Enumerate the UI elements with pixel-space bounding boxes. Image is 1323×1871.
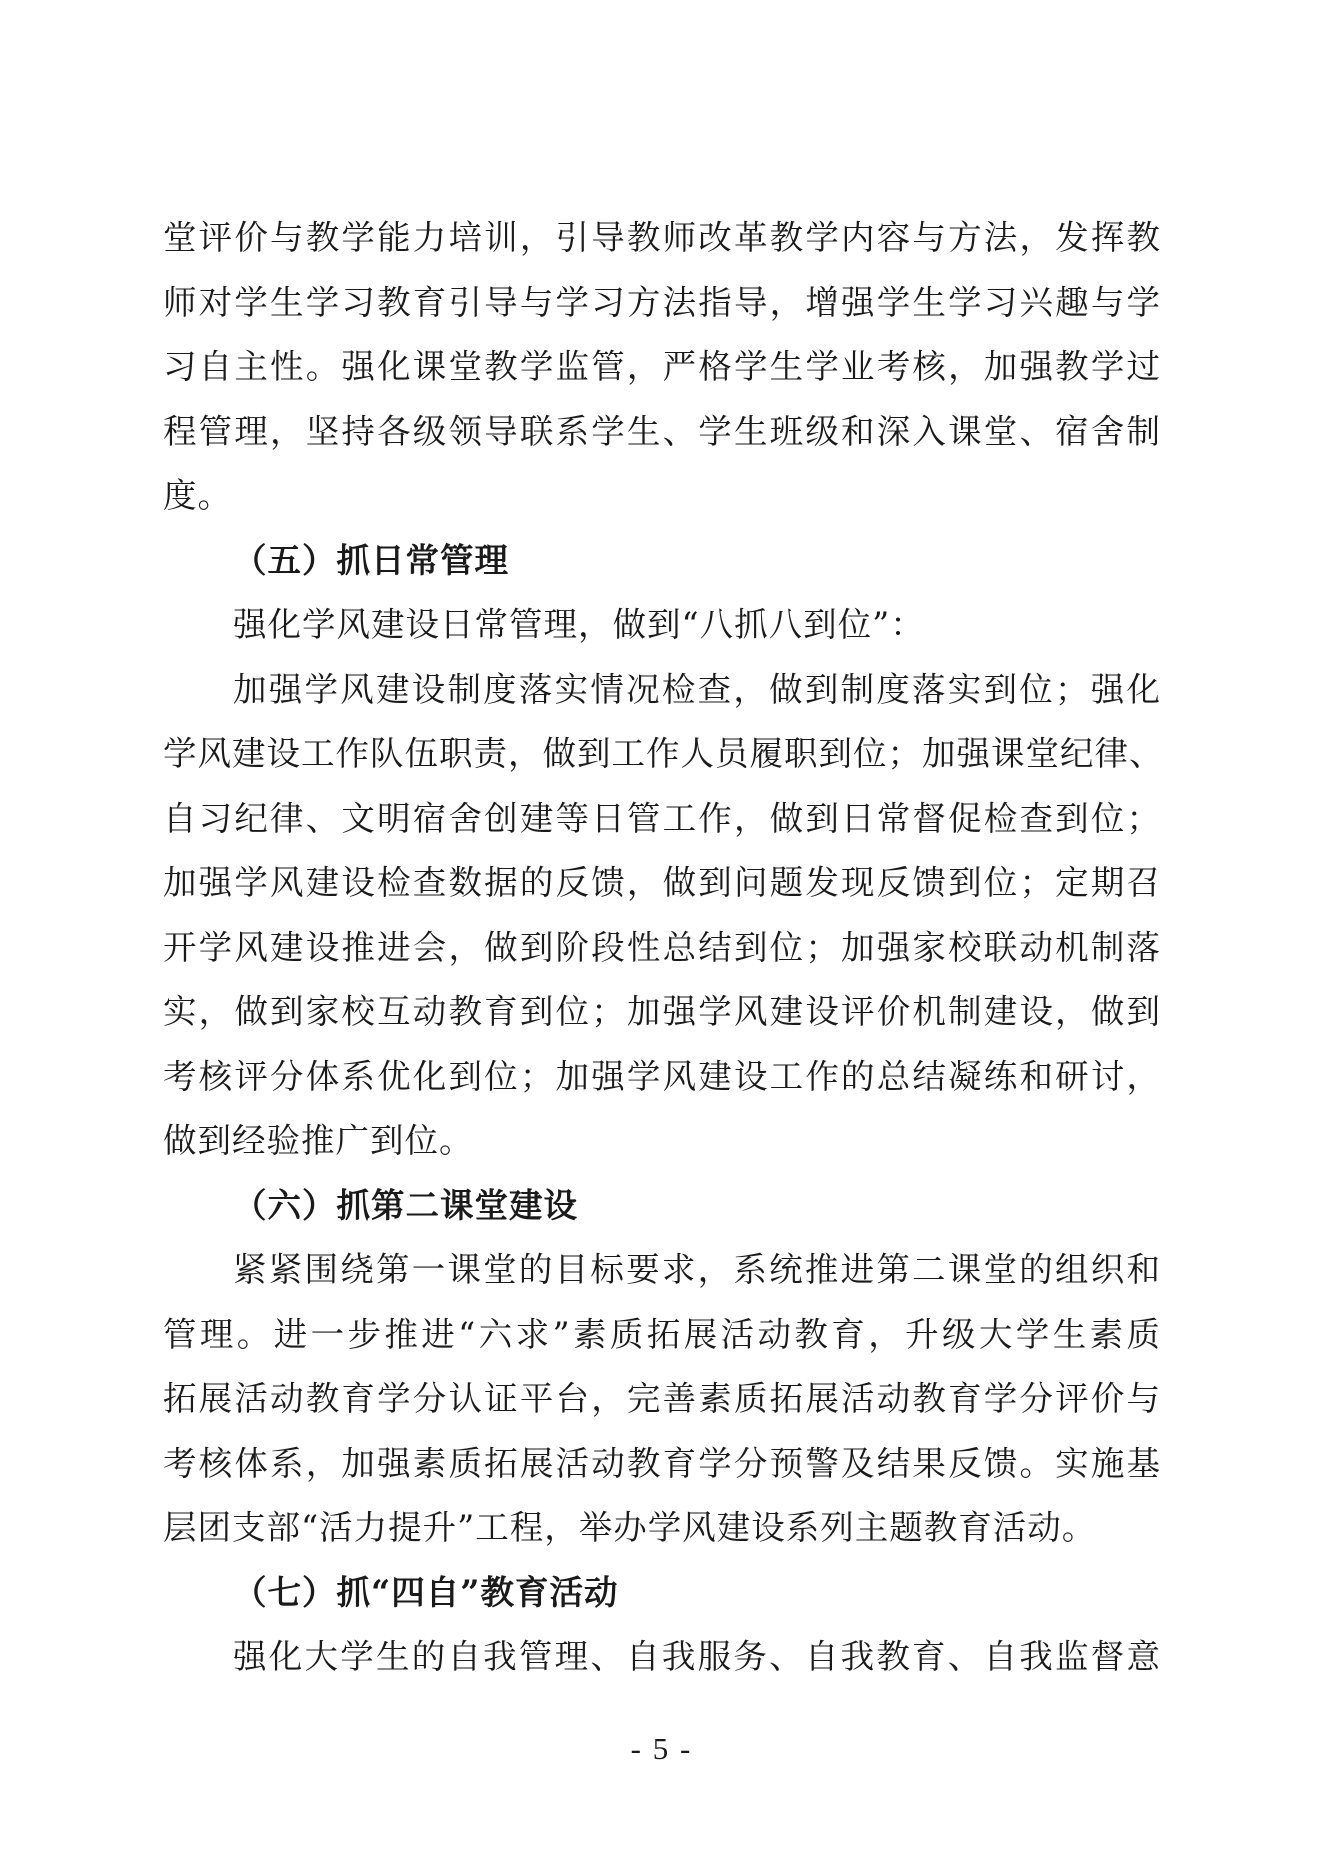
paragraph-line: 加强学风建设检查数据的反馈，做到问题发现反馈到位；定期召 (163, 863, 1161, 902)
paragraph-line: 强化学风建设日常管理，做到“八抓八到位”： (233, 605, 925, 644)
paragraph-line: 做到经验推广到位。 (163, 1121, 474, 1160)
section-heading: （七）抓“四自”教育活动 (233, 1572, 619, 1612)
paragraph-line: 习自主性。强化课堂教学监管，严格学生学业考核，加强教学过 (163, 347, 1161, 386)
paragraph-line: 层团支部“活力提升”工程，举办学风建设系列主题教育活动。 (163, 1508, 1097, 1547)
page-number: - 5 - (630, 1731, 693, 1766)
paragraph-line: 强化大学生的自我管理、自我服务、自我教育、自我监督意 (233, 1637, 1161, 1676)
paragraph-line: 考核评分体系优化到位；加强学风建设工作的总结凝练和研讨， (163, 1056, 1161, 1096)
paragraph-line: 管理。进一步推进“六求”素质拓展活动教育，升级大学生素质 (163, 1314, 1161, 1354)
paragraph-line: 紧紧围绕第一课堂的目标要求，系统推进第二课堂的组织和 (233, 1250, 1161, 1289)
paragraph-line: 加强学风建设制度落实情况检查，做到制度落实到位；强化 (233, 669, 1161, 709)
section-heading: （六）抓第二课堂建设 (233, 1185, 578, 1225)
paragraph-line: 拓展活动教育学分认证平台，完善素质拓展活动教育学分评价与 (163, 1379, 1161, 1418)
paragraph-line: 师对学生学习教育引导与学习方法指导，增强学生学习兴趣与学 (163, 282, 1161, 322)
paragraph-line: 堂评价与教学能力培训，引导教师改革教学内容与方法，发挥教 (163, 218, 1161, 257)
paragraph-line: 程管理，坚持各级领导联系学生、学生班级和深入课堂、宿舍制 (163, 411, 1161, 451)
paragraph-line: 实，做到家校互动教育到位；加强学风建设评价机制建设，做到 (163, 992, 1161, 1031)
paragraph-line: 开学风建设推进会，做到阶段性总结到位；加强家校联动机制落 (163, 927, 1161, 967)
document-body (163, 206, 1164, 1690)
paragraph-line: 自习纪律、文明宿舍创建等日管工作，做到日常督促检查到位； (163, 798, 1161, 838)
paragraph-line: 学风建设工作队伍职责，做到工作人员履职到位；加强课堂纪律、 (163, 734, 1164, 773)
paragraph-line: 度。 (163, 476, 232, 515)
paragraph-line: 考核体系，加强素质拓展活动教育学分预警及结果反馈。实施基 (163, 1443, 1161, 1483)
section-heading: （五）抓日常管理 (233, 540, 509, 580)
